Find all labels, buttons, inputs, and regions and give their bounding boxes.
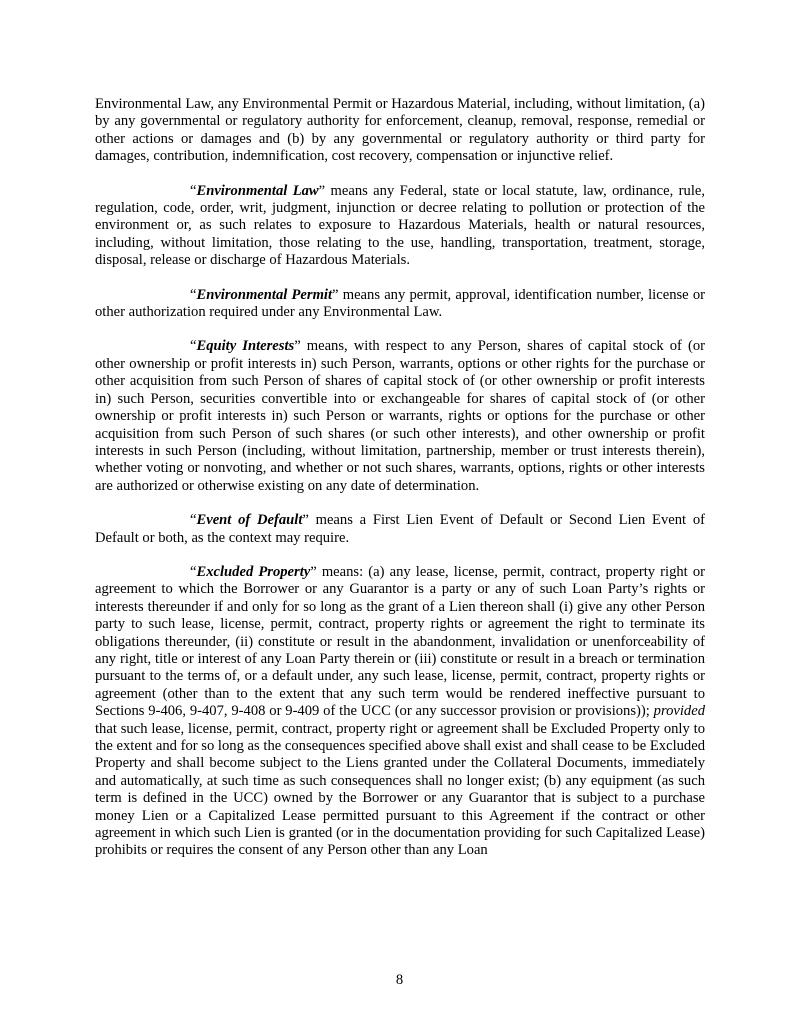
- definition-environmental-permit: [95, 287, 705, 322]
- open-quote: “: [190, 286, 197, 303]
- page-number: 8: [395, 972, 404, 988]
- close-quote: ”: [332, 286, 339, 303]
- defined-term: Excluded Property: [196, 563, 311, 580]
- defined-term: Equity Interests: [196, 338, 295, 355]
- open-quote: “: [190, 563, 197, 580]
- definition-event-of-default: [95, 512, 705, 547]
- defined-term: Event of Default: [196, 512, 303, 529]
- defined-term: Environmental Permit: [196, 286, 333, 303]
- document-body: [95, 96, 705, 877]
- close-quote: ”: [302, 512, 309, 529]
- defined-term: Environmental Law: [196, 182, 319, 199]
- paragraph-continuation: Environmental Law, any Environmental Permit or Hazardous Material, including, without limitation, (a) by any governmental or regulatory authority for enforcement, cleanup, removal, response, remedial or other actions or damages and (b) by any governmental or regulatory authority or third party for damages, contribution, indemnification, cost recovery, compensation or injunctive relief.: [95, 96, 705, 165]
- definition-text: means: (a) any lease, license, permit, contract, property right or agreement to which the Borrower or any Guarantor is a party or any of such Loan Party’s rights or interests thereunder if and only for so long as the grant of a Lien thereon shall (i) give any other Person party to such lease, license, permit, contract, property rights or agreement the right to terminate its obligations thereunder, (ii) constitute or result in the abandonment, invalidation or unenforceability of any right, title or interest of any Loan Party therein or (iii) constitute or result in a breach or termination pursuant to the terms of, or a default under, any such lease, license, permit, contract, property rights or agreement (other than to the extent that any such term would be rendered ineffective pursuant to Sections 9-406, 9-407, 9-408 or 9-409 of the UCC (or any successor provision or provisions));: [95, 563, 705, 720]
- definition-excluded-property: [95, 564, 705, 860]
- definition-text-continued: that such lease, license, permit, contract, property right or agreement shall be Excluded Property only to the extent and for so long as the consequences specified above shall exist and shall cease to be Excluded Property and shall become subject to the Liens granted under the Collateral Documents, immediately and automatically, at such time as such consequences shall no longer exist; (b) any equipment (as such term is defined in the UCC) owned by the Borrower or any Guarantor that is subject to a purchase money Lien or a Capitalized Lease permitted pursuant to this Agreement if the contract or other agreement in which such Lien is granted (or in the documentation providing for such Capitalized Lease) prohibits or requires the consent of any Person other than any Loan: [95, 720, 705, 859]
- definition-environmental-law: [95, 183, 705, 270]
- close-quote: ”: [294, 338, 301, 355]
- open-quote: “: [190, 338, 197, 355]
- definition-text: means any permit, approval, identification number, license or other authorization required under any Environmental Law.: [95, 286, 705, 321]
- definition-text: means, with respect to any Person, shares of capital stock of (or other ownership or profit interests in) such Person, warrants, options or other rights for the purchase or other acquisition from such Person of shares of capital stock of (or other ownership or profit interests in) such Person, securities convertible into or exchangeable for shares of capital stock of (or other ownership or profit interests in) such Person or warrants, rights or options for the purchase or other acquisition from such Person of such shares (or such other interests), and other ownership or profit interests in such Person (including, without limitation, partnership, member or trust interests therein), whether voting or nonvoting, and whether or not such shares, warrants, options, rights or other interests are authorized or otherwise existing on any date of determination.: [95, 338, 705, 494]
- open-quote: “: [190, 512, 197, 529]
- open-quote: “: [190, 182, 197, 199]
- definition-text: means any Federal, state or local statute, law, ordinance, rule, regulation, code, order, writ, judgment, injunction or decree relating to pollution or protection of the environment or, as such relates to exposure to Hazardous Materials, health or natural resources, including, without limitation, those relating to the use, handling, transportation, treatment, storage, disposal, release or discharge of Hazardous Materials.: [95, 182, 705, 269]
- definition-text: means a First Lien Event of Default or Second Lien Event of Default or both, as the context may require.: [95, 512, 705, 546]
- close-quote: ”: [310, 563, 317, 580]
- definition-equity-interests: [95, 338, 705, 495]
- proviso-word: provided: [653, 703, 705, 720]
- close-quote: ”: [318, 182, 326, 199]
